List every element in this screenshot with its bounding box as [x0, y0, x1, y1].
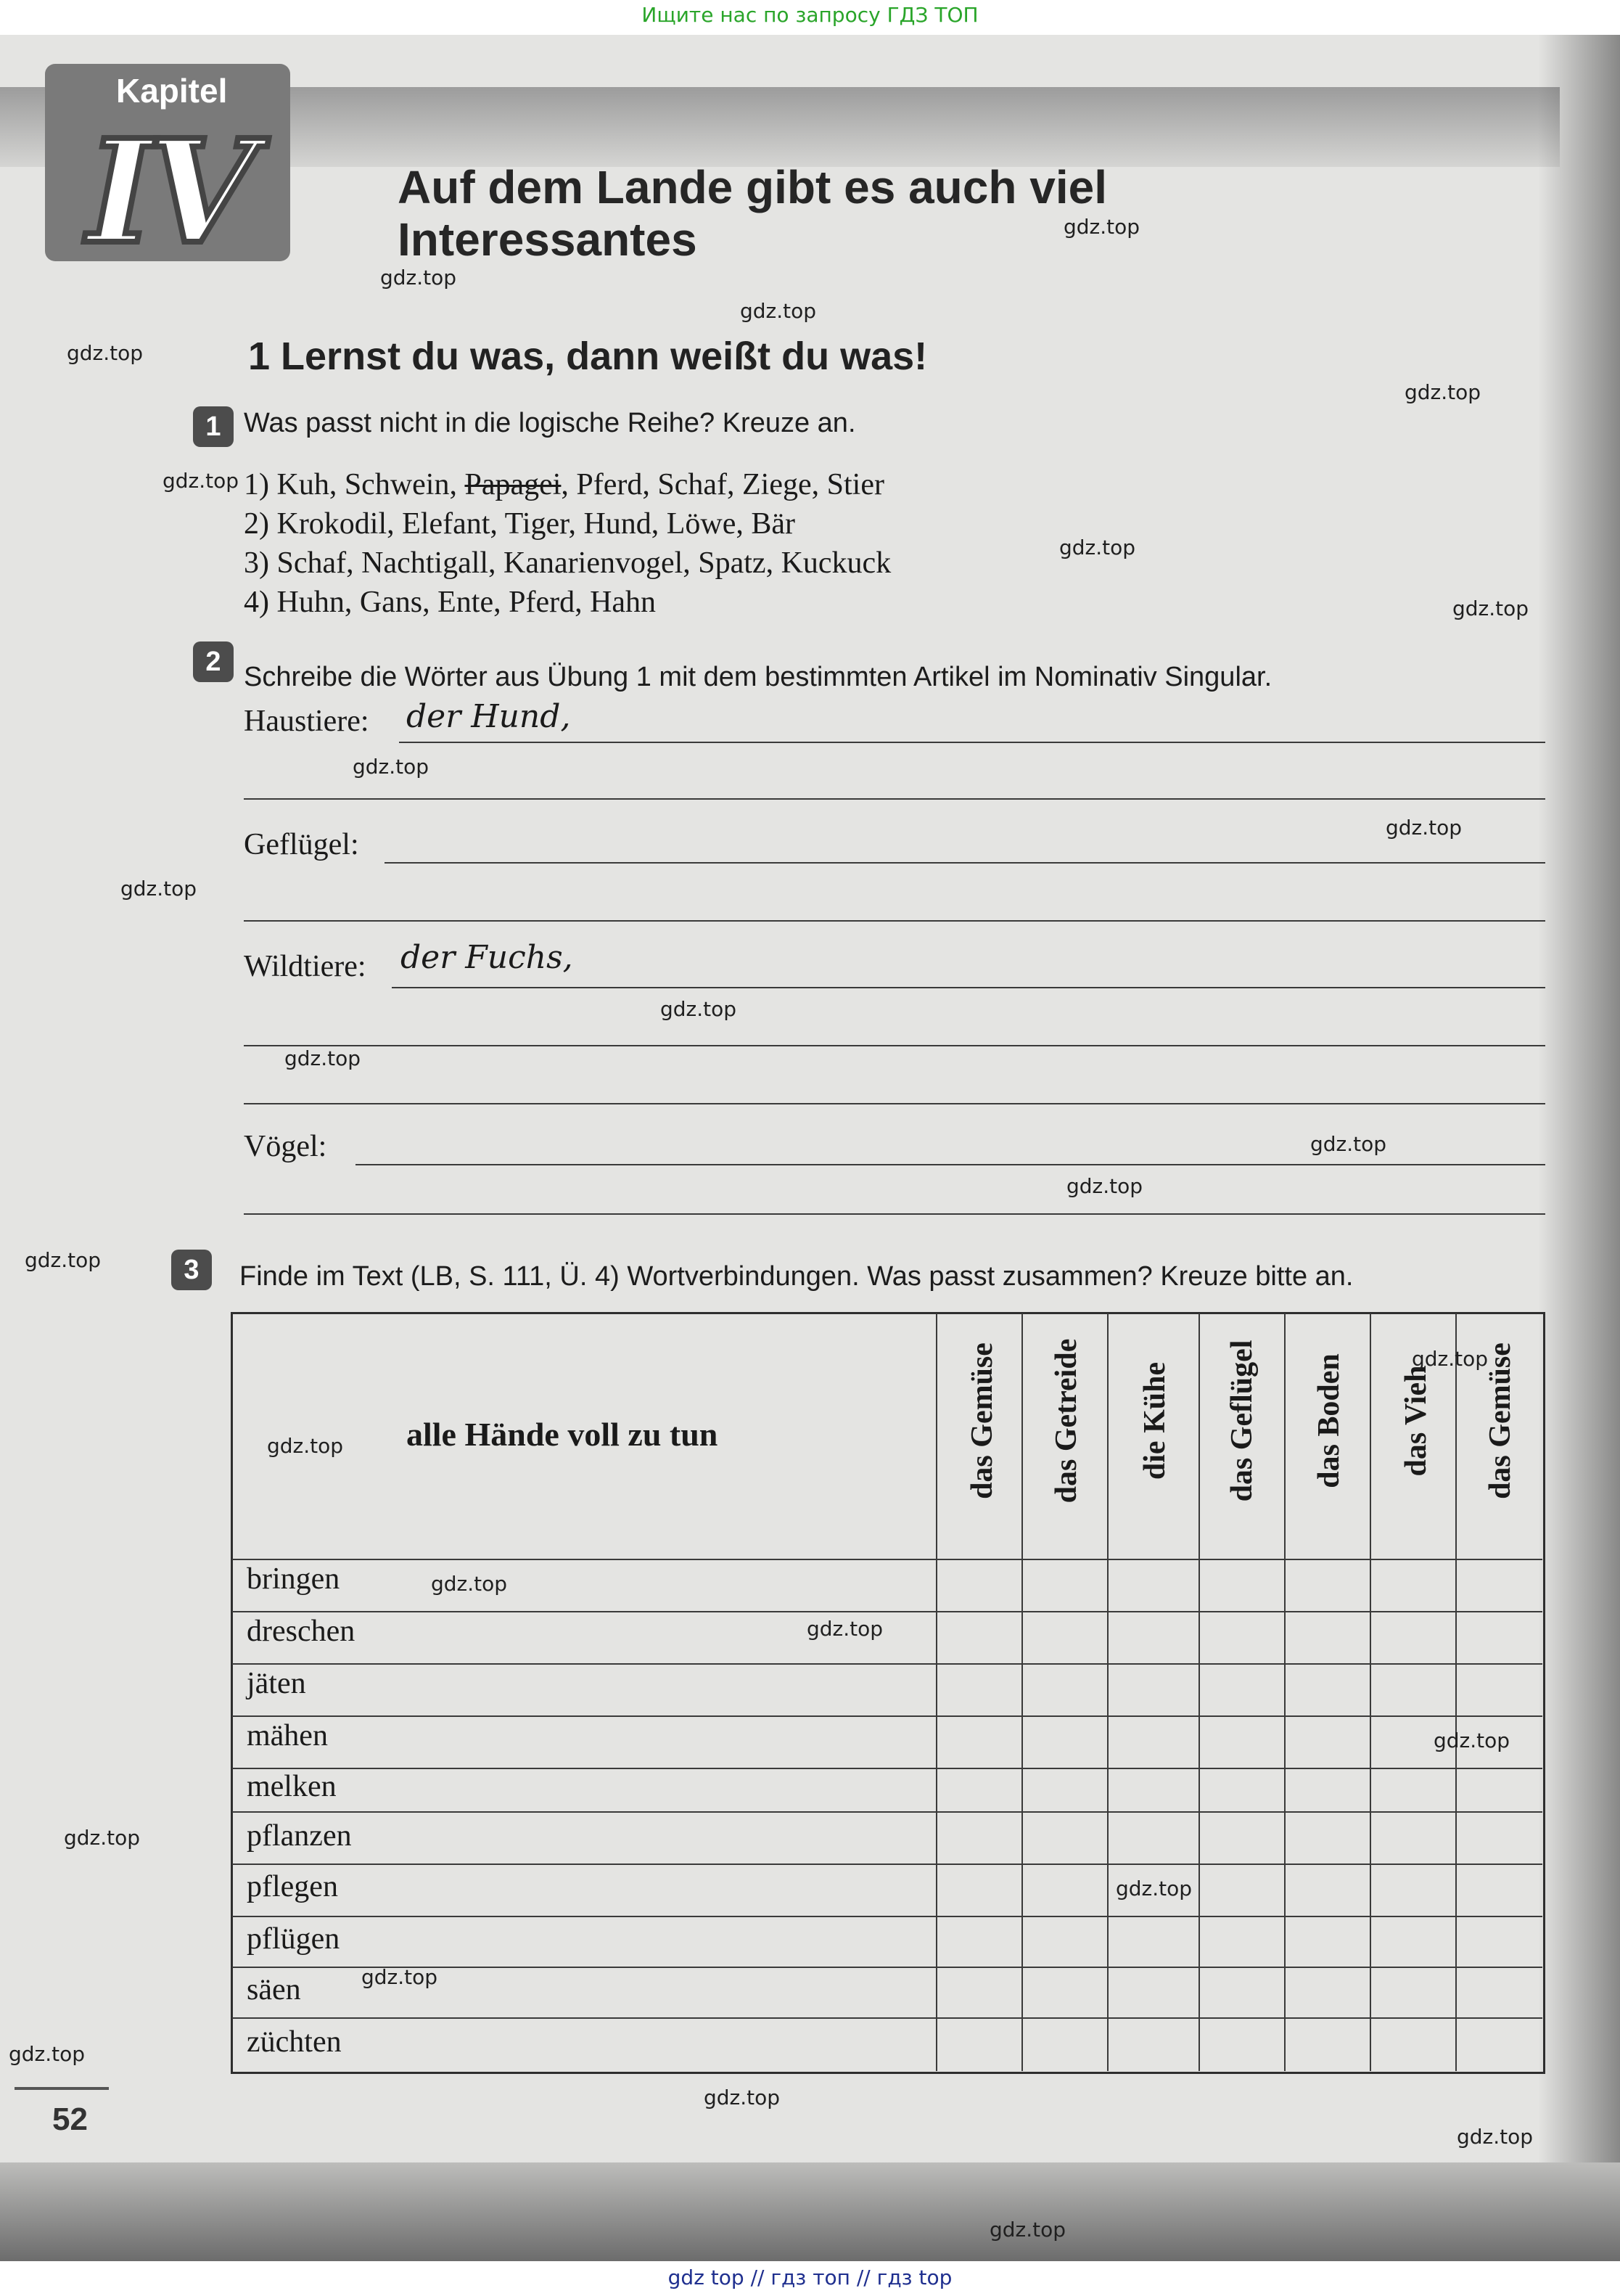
- answer-line: [244, 1103, 1545, 1104]
- row-verb: säen: [247, 1973, 301, 2006]
- exercise-1-item-2: [244, 507, 795, 541]
- watermark: gdz.top: [1452, 596, 1529, 620]
- watermark: gdz.top: [704, 2086, 781, 2110]
- crossed-word: Papagei: [464, 468, 562, 501]
- watermark: gdz.top: [1116, 1877, 1193, 1901]
- column-header: das Gemüse: [966, 1342, 999, 1499]
- label-gefluegel: Geflügel:: [244, 828, 359, 861]
- site-notice: Ищите нас по запросу ГДЗ ТОП: [641, 3, 979, 27]
- watermark: gdz.top: [807, 1617, 884, 1641]
- row-verb: jäten: [247, 1667, 306, 1700]
- chapter-number: IV: [87, 109, 250, 276]
- watermark: gdz.top: [9, 2042, 86, 2066]
- answer-wildtiere: der Fuchs,: [400, 939, 573, 976]
- watermark: gdz.top: [1412, 1347, 1489, 1371]
- exercise-1-item-3: [244, 546, 891, 581]
- table-divider: [232, 1768, 1542, 1769]
- item-text: 1) Kuh, Schwein,: [244, 468, 465, 501]
- exercise-1-badge: 1: [193, 406, 234, 447]
- page-number-rule: [15, 2087, 109, 2090]
- row-verb: melken: [247, 1770, 337, 1803]
- watermark: gdz.top: [740, 299, 817, 323]
- answer-line: [355, 1164, 1545, 1165]
- table-divider: [232, 1715, 1542, 1717]
- watermark: gdz.top: [1386, 816, 1463, 840]
- table-divider: [232, 1916, 1542, 1917]
- item-text: , Pferd, Schaf, Ziege, Stier: [561, 468, 884, 501]
- exercise-2-instruction: Schreibe die Wörter aus Übung 1 mit dem bestimmten Artikel im Nominativ Singular.: [244, 662, 1272, 692]
- table-divider: [232, 1559, 1542, 1560]
- watermark: gdz.top: [990, 2218, 1066, 2242]
- page-number: 52: [52, 2102, 88, 2137]
- row-verb: mähen: [247, 1719, 328, 1752]
- bottom-band: [0, 2162, 1620, 2261]
- watermark: gdz.top: [660, 997, 737, 1021]
- table-divider: [1284, 1313, 1286, 2071]
- chapter-label: Kapitel: [116, 72, 228, 110]
- table-divider: [232, 1663, 1542, 1665]
- label-haustiere: Haustiere:: [244, 705, 369, 738]
- watermark: gdz.top: [67, 341, 144, 365]
- label-wildtiere: Wildtiere:: [244, 950, 366, 983]
- answer-line: [244, 1045, 1545, 1046]
- watermark: gdz.top: [1310, 1132, 1387, 1156]
- watermark: gdz.top: [1059, 536, 1136, 559]
- watermark: gdz.top: [1405, 380, 1481, 404]
- label-voegel: Vögel:: [244, 1130, 327, 1163]
- table-divider: [1455, 1313, 1457, 2071]
- table-divider: [1107, 1313, 1109, 2071]
- exercise-1-item-4: [244, 585, 656, 620]
- column-header: das Vieh: [1399, 1365, 1433, 1477]
- row-verb: bringen: [247, 1562, 340, 1596]
- watermark: gdz.top: [1066, 1174, 1143, 1198]
- exercise-1-item-1: [244, 467, 884, 502]
- chapter-title: [398, 161, 1107, 266]
- answer-line: [244, 920, 1545, 922]
- watermark: gdz.top: [25, 1248, 102, 1272]
- watermark: gdz.top: [1434, 1729, 1510, 1752]
- column-header: das Boden: [1312, 1353, 1346, 1488]
- column-header: das Getreide: [1050, 1338, 1083, 1504]
- watermark: gdz.top: [64, 1826, 141, 1850]
- column-header: das Geflügel: [1225, 1340, 1259, 1502]
- table-divider: [232, 2017, 1542, 2019]
- page-fold-shadow: [1538, 35, 1620, 2261]
- exercise-3-instruction: Finde im Text (LB, S. 111, Ü. 4) Wortverbindungen. Was passt zusammen? Kreuze bitte an.: [239, 1261, 1354, 1292]
- row-verb: pflegen: [247, 1870, 338, 1903]
- table-title: alle Hände voll zu tun: [406, 1416, 718, 1453]
- watermark: gdz.top: [120, 877, 197, 901]
- table-divider: [1198, 1313, 1200, 2071]
- watermark: gdz.top: [353, 755, 429, 779]
- table-divider: [1021, 1313, 1023, 2071]
- chapter-title-line-1: Auf dem Lande gibt es auch viel: [398, 161, 1107, 213]
- watermark: gdz.top: [163, 469, 239, 493]
- watermark: gdz.top: [380, 266, 457, 290]
- watermark: gdz.top: [361, 1965, 438, 1989]
- watermark: gdz.top: [431, 1572, 508, 1596]
- exercise-1-instruction: Was passt nicht in die logische Reihe? Kreuze an.: [244, 408, 856, 438]
- row-verb: züchten: [247, 2025, 342, 2059]
- table-divider: [232, 1864, 1542, 1865]
- row-verb: pflügen: [247, 1922, 340, 1956]
- column-header: die Kühe: [1138, 1361, 1172, 1480]
- watermark: gdz.top: [1457, 2125, 1534, 2149]
- answer-haustiere: der Hund,: [406, 698, 571, 735]
- exercise-2-badge: 2: [193, 641, 234, 682]
- answer-line: [392, 987, 1545, 988]
- row-verb: pflanzen: [247, 1819, 352, 1853]
- section-title: 1 Lernst du was, dann weißt du was!: [248, 335, 928, 378]
- item-text: 4) Huhn, Gans, Ente, Pferd, Hahn: [244, 586, 657, 619]
- watermark: gdz.top: [267, 1434, 344, 1458]
- table-divider: [936, 1313, 937, 2071]
- answer-line: [244, 798, 1545, 800]
- footer-notice: gdz top // гдз топ // гдз top: [667, 2266, 953, 2289]
- table-divider: [1370, 1313, 1371, 2071]
- exercise-3-badge: 3: [171, 1250, 212, 1290]
- table-divider: [232, 1611, 1542, 1612]
- item-text: 2) Krokodil, Elefant, Tiger, Hund, Löwe, Bär: [244, 507, 796, 541]
- column-header: das Gemüse: [1484, 1342, 1517, 1499]
- table-divider: [232, 1811, 1542, 1813]
- answer-line: [385, 862, 1545, 864]
- row-verb: dreschen: [247, 1615, 355, 1648]
- watermark: gdz.top: [1064, 215, 1140, 239]
- item-text: 3) Schaf, Nachtigall, Kanarienvogel, Spatz, Kuckuck: [244, 546, 892, 580]
- chapter-title-line-2: Interessantes: [398, 213, 697, 266]
- answer-line: [399, 742, 1545, 743]
- watermark: gdz.top: [284, 1046, 361, 1070]
- answer-line: [244, 1213, 1545, 1215]
